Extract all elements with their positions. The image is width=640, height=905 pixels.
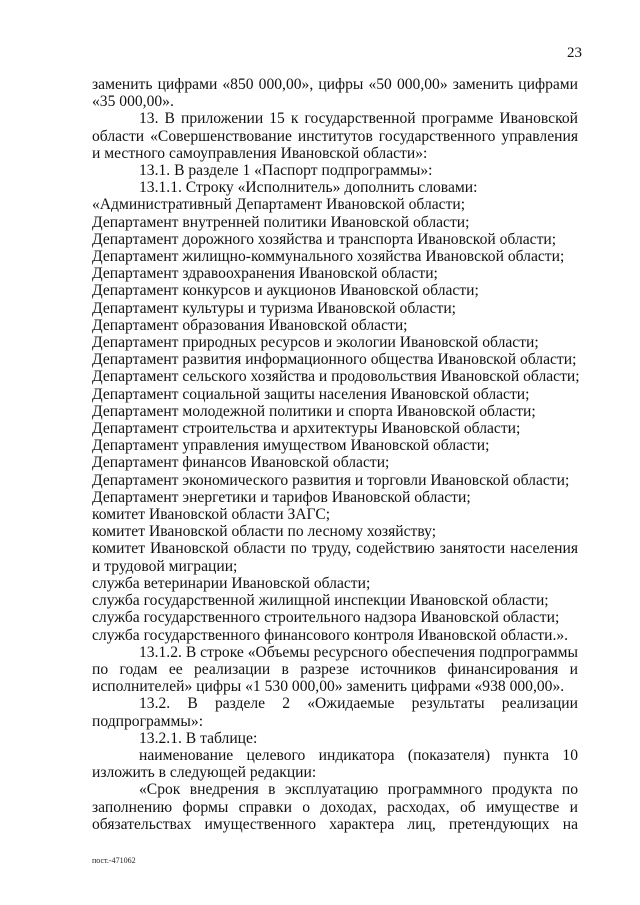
paragraph-item-13: 13. В приложении 15 к государственной программе Ивановской области «Совершенствование институтов государственного управления и местного самоуправления Ивановской области»: — [92, 110, 578, 162]
paragraph-indicator-name: наименование целевого индикатора (показателя) пункта 10 изложить в следующей редакции: — [92, 746, 578, 782]
document-body — [92, 76, 578, 833]
list-item: Департамент внутренней политики Ивановской области; — [92, 213, 470, 231]
list-item: Департамент здравоохранения Ивановской области; — [92, 265, 438, 283]
paragraph-line: заменить цифрами «850 000,00», цифры «50 000,00» заменить цифрами — [92, 76, 578, 93]
list-item: Департамент строительства и архитектуры Ивановской области; — [92, 420, 521, 438]
list-item: Департамент молодежной политики и спорта Ивановской области; — [92, 402, 536, 420]
executor-list — [92, 196, 578, 643]
list-item: «Административный Департамент Ивановской области; — [92, 196, 466, 214]
list-item: комитет Ивановской области по лесному хозяйству; — [92, 523, 437, 541]
list-item: Департамент экономического развития и торговли Ивановской области; — [92, 471, 570, 489]
paragraph-item-13-1: 13.1. В разделе 1 «Паспорт подпрограммы»: — [139, 162, 433, 180]
list-item: Департамент финансов Ивановской области; — [92, 454, 390, 472]
list-item: Департамент дорожного хозяйства и транспорта Ивановской области; — [92, 230, 557, 248]
list-item: Департамент энергетики и тарифов Ивановской области; — [92, 488, 471, 506]
list-item: Департамент социальной защиты населения Ивановской области; — [92, 385, 530, 403]
paragraph-quoted-text: «Срок внедрения в эксплуатацию программного продукта по заполнению формы справки о доходах, расходах, об имуществе и обязательствах имущественного характера лиц, претендующих на — [92, 781, 578, 833]
list-item: служба государственной жилищной инспекции Ивановской области; — [92, 592, 549, 610]
list-item: Департамент развития информационного общества Ивановской области; — [92, 351, 577, 369]
list-item: Департамент сельского хозяйства и продовольствия Ивановской области; — [92, 368, 580, 386]
list-item: Департамент конкурсов и аукционов Ивановской области; — [92, 282, 479, 300]
footer-document-code: пост.-471062 — [92, 856, 136, 865]
paragraph-line: «35 000,00». — [92, 93, 174, 111]
list-item: Департамент образования Ивановской области; — [92, 316, 408, 334]
list-item: Департамент управления имуществом Ивановской области; — [92, 437, 490, 455]
paragraph-item-13-1-1: 13.1.1. Строку «Исполнитель» дополнить словами: — [139, 179, 478, 197]
paragraph-item-13-2: 13.2. В разделе 2 «Ожидаемые результаты реализации подпрограммы»: — [92, 695, 578, 730]
list-item: Департамент природных ресурсов и экологии Ивановской области; — [92, 334, 539, 352]
list-item: служба государственного финансового контроля Ивановской области.». — [92, 626, 569, 644]
list-item: комитет Ивановской области по труду, содействию занятости населения и трудовой миграции; — [92, 540, 578, 575]
list-item: служба государственного строительного надзора Ивановской области; — [92, 609, 560, 627]
paragraph-item-13-2-1: 13.2.1. В таблице: — [139, 729, 258, 747]
list-item: комитет Ивановской области ЗАГС; — [92, 506, 331, 524]
list-item: служба ветеринарии Ивановской области; — [92, 574, 371, 592]
list-item: Департамент культуры и туризма Ивановской области; — [92, 299, 456, 317]
list-item: Департамент жилищно-коммунального хозяйства Ивановской области; — [92, 248, 565, 266]
page-number: 23 — [567, 45, 582, 61]
paragraph-item-13-1-2: 13.1.2. В строке «Объемы ресурсного обеспечения подпрограммы по годам ее реализации в разрезе источников финансирования и исполнителей» цифры «1 530 000,00» заменить цифрами «938 000,00». — [92, 643, 578, 696]
